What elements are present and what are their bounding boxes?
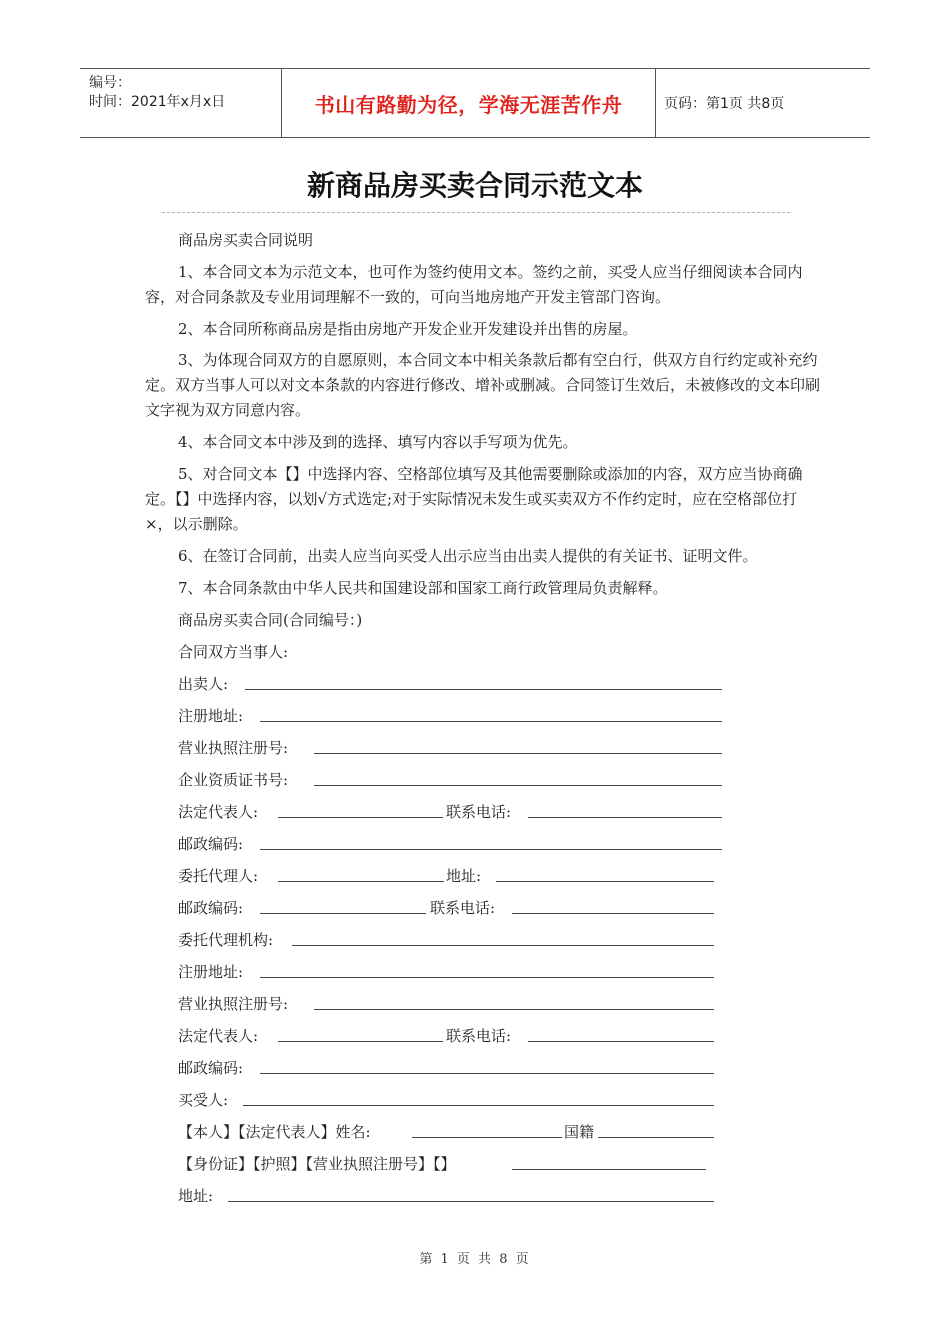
agency-label: 委托代理机构: [178, 931, 274, 949]
agency-phone-blank[interactable] [528, 1041, 714, 1042]
buyer-nationality-label: 国籍 [564, 1123, 595, 1141]
page-footer: 第 1 页 共 8 页 [419, 1252, 531, 1267]
buyer-address-label: 地址: [178, 1187, 214, 1205]
agency-reg-address-blank[interactable] [260, 977, 714, 978]
seller-postcode-label: 邮政编码: [178, 835, 244, 853]
seller-phone-blank[interactable] [528, 817, 722, 818]
seller-agent-address-label: 地址: [446, 867, 482, 885]
buyer-name-label: 【本人】【法定代表人】姓名: [178, 1123, 371, 1141]
buyer-id-type-label: 【身份证】【护照】【营业执照注册号】【】 [178, 1155, 456, 1173]
buyer-label: 买受人: [178, 1091, 229, 1109]
seller-legal-rep-label: 法定代表人: [178, 803, 259, 821]
seller-agent-label: 委托代理人: [178, 867, 259, 885]
paragraph-1: 1、本合同文本为示范文本，也可作为签约使用文本。签约之前，买受人应当仔细阅读本合同内容，对合同条款及专业用词理解不一致的，可向当地房地产开发主管部门咨询。 [145, 263, 803, 306]
header-table [80, 68, 870, 138]
agency-license-label: 营业执照注册号: [178, 995, 289, 1013]
document-number-label: 编号： [89, 75, 131, 91]
agency-postcode-blank[interactable] [260, 1073, 714, 1074]
parties-heading: 合同双方当事人: [178, 643, 289, 661]
agent-postcode-blank[interactable] [260, 913, 426, 914]
qualification-label: 企业资质证书号: [178, 771, 289, 789]
seller-postcode-blank[interactable] [260, 849, 722, 850]
agency-license-blank[interactable] [314, 1009, 714, 1010]
agency-legal-rep-label: 法定代表人: [178, 1027, 259, 1045]
seller-legal-rep-blank[interactable] [278, 817, 443, 818]
agent-phone-blank[interactable] [512, 913, 714, 914]
buyer-address-blank[interactable] [228, 1201, 714, 1202]
header-middle-cell [281, 69, 656, 137]
agency-phone-label: 联系电话: [446, 1027, 512, 1045]
buyer-id-number-blank[interactable] [512, 1169, 706, 1170]
document-title: 新商品房买卖合同示范文本 [306, 169, 643, 202]
buyer-name-blank[interactable] [412, 1137, 562, 1138]
agent-phone-label: 联系电话: [430, 899, 496, 917]
seller-license-blank[interactable] [314, 753, 722, 754]
seller-blank[interactable] [245, 689, 722, 690]
agency-blank[interactable] [292, 945, 714, 946]
seller-reg-address-blank[interactable] [260, 721, 722, 722]
buyer-blank[interactable] [243, 1105, 714, 1106]
agent-postcode-label: 邮政编码: [178, 899, 244, 917]
seller-license-label: 营业执照注册号: [178, 739, 289, 757]
document-time-label: 时间：2021年x月x日 [89, 94, 226, 110]
paragraph-7: 7、本合同条款由中华人民共和国建设部和国家工商行政管理局负责解释。 [178, 579, 668, 597]
seller-agent-blank[interactable] [278, 881, 444, 882]
agency-reg-address-label: 注册地址: [178, 963, 244, 981]
agency-postcode-label: 邮政编码: [178, 1059, 244, 1077]
paragraph-3: 3、为体现合同双方的自愿原则，本合同文本中相关条款后都有空白行，供双方自行约定或补充约定。双方当事人可以对文本条款的内容进行修改、增补或删减。合同签订生效后，未被修改的文本印刷文字视为双方同意内容。 [145, 351, 821, 419]
header-right-cell [655, 69, 870, 137]
buyer-nationality-blank[interactable] [598, 1137, 714, 1138]
seller-label: 出卖人: [178, 675, 229, 693]
paragraph-6: 6、在签订合同前，出卖人应当向买受人出示应当由出卖人提供的有关证书、证明文件。 [178, 547, 758, 565]
seller-reg-address-label: 注册地址: [178, 707, 244, 725]
paragraph-4: 4、本合同文本中涉及到的选择、填写内容以手写项为优先。 [178, 433, 578, 451]
contract-number-line: 商品房买卖合同(合同编号：) [178, 611, 363, 629]
motto-text: 书山有路勤为径，学海无涯苦作舟 [314, 93, 623, 117]
seller-phone-label: 联系电话: [446, 803, 512, 821]
header-left-cell [80, 69, 281, 137]
qualification-blank[interactable] [314, 785, 722, 786]
page-info-label: 页码：第1页 共8页 [664, 96, 785, 112]
title-divider [162, 212, 790, 213]
explanation-heading: 商品房买卖合同说明 [178, 231, 314, 249]
agency-legal-rep-blank[interactable] [278, 1041, 443, 1042]
paragraph-5: 5、对合同文本【】中选择内容、空格部位填写及其他需要删除或添加的内容，双方应当协商确定。【】中选择内容，以划√方式选定;对于实际情况未发生或买卖双方不作约定时，应在空格部位打×，以示删除。 [145, 465, 803, 533]
seller-agent-address-blank[interactable] [496, 881, 714, 882]
paragraph-2: 2、本合同所称商品房是指由房地产开发企业开发建设并出售的房屋。 [178, 320, 638, 338]
